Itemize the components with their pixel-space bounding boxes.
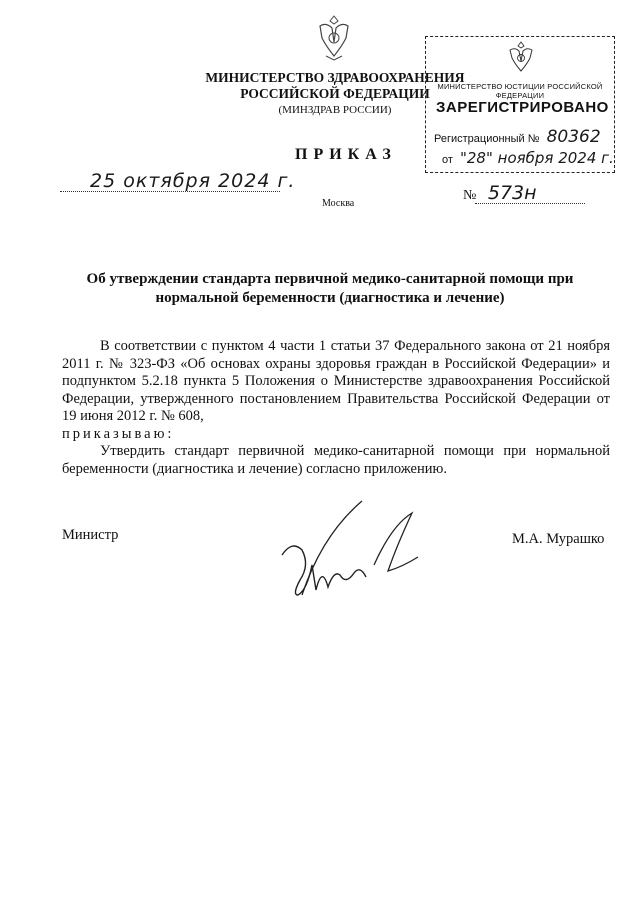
stamp-registered: ЗАРЕГИСТРИРОВАНО bbox=[436, 99, 609, 116]
order-number-value: 573н bbox=[487, 182, 537, 204]
order-number-prefix: № bbox=[463, 188, 477, 203]
coat-of-arms-emblem bbox=[312, 12, 356, 64]
signatory-name: М.А. Мурашко bbox=[512, 531, 605, 547]
order-word: приказываю: bbox=[62, 425, 175, 442]
document-type: ПРИКАЗ bbox=[295, 146, 397, 163]
stamp-reg-number bbox=[434, 127, 601, 147]
stamp-organization: МИНИСТЕРСТВО ЮСТИЦИИ РОССИЙСКОЙ ФЕДЕРАЦИИ bbox=[437, 82, 603, 100]
handwritten-signature bbox=[262, 495, 422, 615]
stamp-date-value: "28" ноября 2024 г. bbox=[459, 149, 614, 167]
stamp-reg-number-label: Регистрационный № bbox=[434, 133, 540, 145]
stamp-reg-number-value: 80362 bbox=[546, 127, 601, 147]
body-paragraph-preamble: В соответствии с пунктом 4 части 1 статьи 37 Федерального закона от 21 ноября 2011 г. № 323-ФЗ «Об основах охраны здоровья граждан в Российской Федерации» и подпунктом 5.2.18 пункта 5 Положения о Министерстве здравоохранения Российской Федерации, утвержденного постановлением Правительства Российской Федерации от 19 июня 2012 г. № 608, bbox=[62, 338, 610, 424]
ministry-name-line2: РОССИЙСКОЙ ФЕДЕРАЦИИ bbox=[240, 86, 430, 101]
document-title bbox=[70, 270, 590, 308]
signatory-position: Министр bbox=[62, 527, 119, 543]
stamp-date bbox=[442, 149, 614, 167]
stamp-emblem-icon bbox=[506, 40, 536, 76]
document-body bbox=[62, 338, 610, 478]
date-underline bbox=[60, 191, 280, 192]
title-line2: нормальной беременности (диагностика и лечение) bbox=[155, 290, 505, 306]
ministry-name-line1: МИНИСТЕРСТВО ЗДРАВООХРАНЕНИЯ bbox=[205, 70, 465, 85]
stamp-date-label: от bbox=[442, 154, 453, 166]
body-paragraph-decision: Утвердить стандарт первичной медико-санитарной помощи при нормальной беременности (диагностика и лечение) согласно приложению. bbox=[62, 443, 610, 477]
order-number bbox=[463, 182, 537, 204]
title-line1: Об утверждении стандарта первичной медико-санитарной помощи при bbox=[86, 271, 574, 287]
order-date: 25 октября 2024 г. bbox=[90, 170, 296, 192]
city: Москва bbox=[322, 198, 355, 209]
number-underline bbox=[475, 203, 585, 204]
registration-stamp bbox=[425, 36, 615, 173]
ministry-short-name: (МИНЗДРАВ РОССИИ) bbox=[278, 104, 392, 116]
